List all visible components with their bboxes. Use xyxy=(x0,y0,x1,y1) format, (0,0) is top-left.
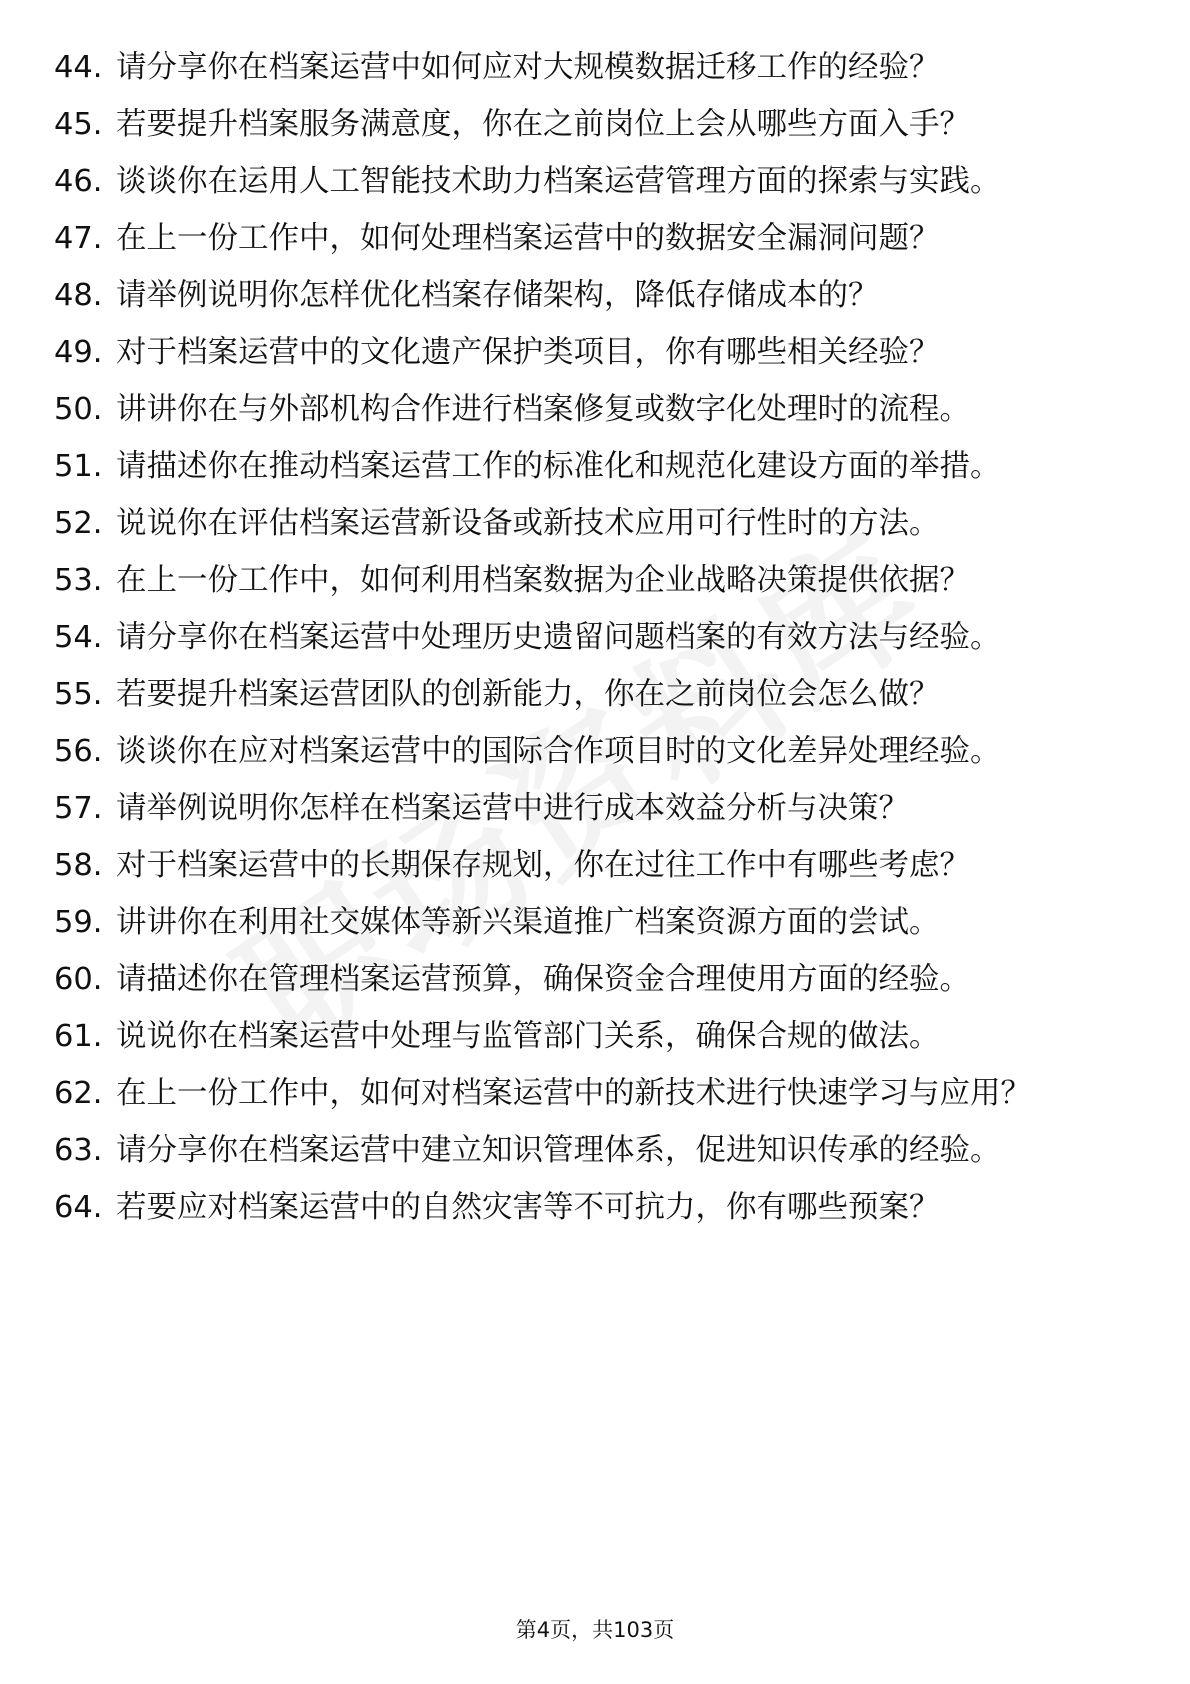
question-item xyxy=(54,447,1134,487)
question-text: 若要提升档案服务满意度，你在之前岗位上会从哪些方面入手？ xyxy=(116,107,970,142)
question-number: 64. xyxy=(54,1190,103,1225)
question-number: 48. xyxy=(54,278,103,313)
question-number: 55. xyxy=(54,677,103,712)
question-list xyxy=(54,48,1134,1245)
question-item xyxy=(54,1017,1134,1057)
question-number: 58. xyxy=(54,848,103,883)
question-item xyxy=(54,105,1134,145)
question-text: 请分享你在档案运营中处理历史遗留问题档案的有效方法与经验。 xyxy=(116,620,1001,655)
question-number: 56. xyxy=(54,734,103,769)
question-text: 讲讲你在与外部机构合作进行档案修复或数字化处理时的流程。 xyxy=(116,392,970,427)
question-number: 49. xyxy=(54,335,103,370)
question-item xyxy=(54,846,1134,886)
question-text: 请描述你在管理档案运营预算，确保资金合理使用方面的经验。 xyxy=(116,962,970,997)
question-number: 53. xyxy=(54,563,103,598)
question-item xyxy=(54,48,1134,88)
question-text: 请分享你在档案运营中建立知识管理体系，促进知识传承的经验。 xyxy=(116,1133,1001,1168)
question-item xyxy=(54,675,1134,715)
question-text: 请分享你在档案运营中如何应对大规模数据迁移工作的经验？ xyxy=(116,50,940,85)
question-item xyxy=(54,732,1134,772)
question-number: 47. xyxy=(54,221,103,256)
question-item xyxy=(54,162,1134,202)
question-text: 对于档案运营中的文化遗产保护类项目，你有哪些相关经验？ xyxy=(116,335,940,370)
question-number: 57. xyxy=(54,791,103,826)
question-number: 45. xyxy=(54,107,103,142)
question-text: 请举例说明你怎样优化档案存储架构，降低存储成本的？ xyxy=(116,278,879,313)
question-number: 62. xyxy=(54,1076,103,1111)
question-text: 在上一份工作中，如何利用档案数据为企业战略决策提供依据？ xyxy=(116,563,970,598)
question-text: 谈谈你在应对档案运营中的国际合作项目时的文化差异处理经验。 xyxy=(116,734,1001,769)
question-item xyxy=(54,1131,1134,1171)
page-footer: 第4页，共103页 xyxy=(515,1618,675,1642)
question-item xyxy=(54,276,1134,316)
question-text: 谈谈你在运用人工智能技术助力档案运营管理方面的探索与实践。 xyxy=(116,164,1001,199)
question-number: 52. xyxy=(54,506,103,541)
question-text: 在上一份工作中，如何对档案运营中的新技术进行快速学习与应用？ xyxy=(116,1076,1031,1111)
question-text: 说说你在档案运营中处理与监管部门关系，确保合规的做法。 xyxy=(116,1019,940,1054)
question-text: 讲讲你在利用社交媒体等新兴渠道推广档案资源方面的尝试。 xyxy=(116,905,940,940)
question-number: 59. xyxy=(54,905,103,940)
question-number: 51. xyxy=(54,449,103,484)
question-number: 44. xyxy=(54,50,103,85)
question-item xyxy=(54,390,1134,430)
question-item xyxy=(54,219,1134,259)
question-item xyxy=(54,1188,1134,1228)
question-number: 54. xyxy=(54,620,103,655)
question-item xyxy=(54,504,1134,544)
question-text: 在上一份工作中，如何处理档案运营中的数据安全漏洞问题？ xyxy=(116,221,940,256)
question-text: 若要应对档案运营中的自然灾害等不可抗力，你有哪些预案？ xyxy=(116,1190,940,1225)
question-number: 46. xyxy=(54,164,103,199)
question-number: 63. xyxy=(54,1133,103,1168)
question-text: 请描述你在推动档案运营工作的标准化和规范化建设方面的举措。 xyxy=(116,449,1001,484)
question-number: 61. xyxy=(54,1019,103,1054)
question-text: 对于档案运营中的长期保存规划，你在过往工作中有哪些考虑？ xyxy=(116,848,970,883)
question-number: 50. xyxy=(54,392,103,427)
question-item xyxy=(54,789,1134,829)
question-item xyxy=(54,333,1134,373)
question-item xyxy=(54,903,1134,943)
question-item xyxy=(54,960,1134,1000)
question-item xyxy=(54,618,1134,658)
question-number: 60. xyxy=(54,962,103,997)
question-text: 请举例说明你怎样在档案运营中进行成本效益分析与决策？ xyxy=(116,791,909,826)
question-item xyxy=(54,1074,1134,1114)
question-item xyxy=(54,561,1134,601)
question-text: 说说你在评估档案运营新设备或新技术应用可行性时的方法。 xyxy=(116,506,940,541)
question-text: 若要提升档案运营团队的创新能力，你在之前岗位会怎么做？ xyxy=(116,677,940,712)
